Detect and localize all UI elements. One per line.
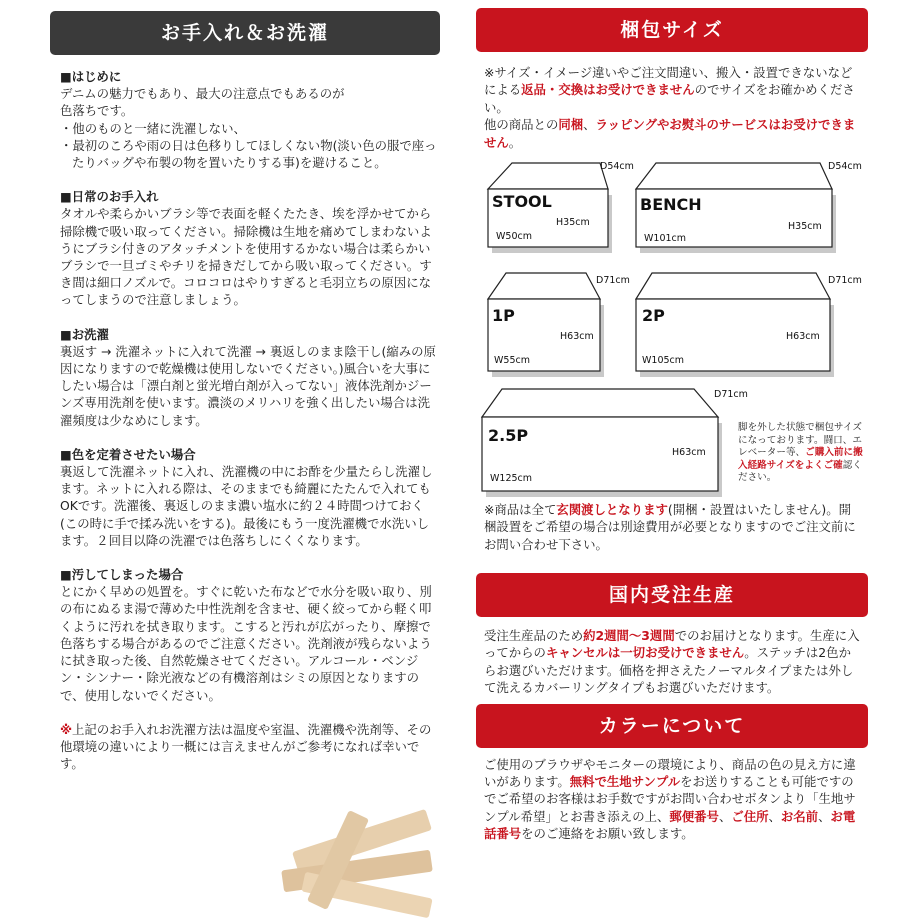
box-1p-depth: D71cm [596,275,630,286]
color-red1: 無料で生地サンプル [569,774,681,790]
washing-body: 裏返す → 洗濯ネットに入れて洗濯 → 裏返しのまま陰干し(縮みの原因になりますので乾燥機は使用しないでください。)風合いを大事にしたい場合は「漂白剤と蛍光増白剤が入ってない」液体洗剤かジーンズ専用洗剤を使います。濃淡のメリハリを強く出したい場合は洗濯頻度は少なめにします。 [60,343,436,428]
box-1p-name: 1P [492,306,515,325]
daily-care-section [60,188,440,308]
box-2p [636,273,862,377]
care-note-body: 上記のお手入れお洗濯方法は温度や室温、洗濯機や洗剤等、その他環境の違いにより一概には言えませんがご参考になれば幸いです。 [60,721,432,772]
packing-note2-c: 。 [508,134,522,150]
intro-heading: ■はじめに [60,69,122,84]
box-stool-name: STOOL [492,192,552,211]
box-1p-width: W55cm [494,355,530,366]
order-red2: キャンセルは一切お受けできません [545,645,745,661]
intro-line-1: デニムの魅力でもあり、最大の注意点でもあるのが [60,86,345,102]
box-bench-depth: D54cm [828,161,862,172]
color-fix-section [60,446,440,549]
color-header: カラーについて [476,704,868,748]
packing-note1-red: 返品・交換はお受けできません [521,82,695,98]
color-red3: ご住所 [731,808,769,824]
color-fix-body: 裏返して洗濯ネットに入れ、洗濯機の中にお酢を少量たらし洗濯します。ネットに入れる際は、そのままでも綺麗にたたんで入れてもOKです。洗濯後、裏返しのまま濃い塩水に約２４時間つけておく(この時に手で揉み洗いをする)。最後にもう一度洗濯機で水洗いします。２回目以降の洗濯では色落ちしにくくなります。 [60,464,433,548]
color-a: ご使用のブラウザやモニターの環境により、商品の色の見え方に違いがあります。 [484,756,856,790]
clothespins-image [272,790,442,920]
intro-bullet-2: ・最初のころや雨の日は色移りしてほしくない物(淡い色の服で座ったりバッグや布製の物を置いたりする事)を避けること。 [60,137,437,171]
color-c: 、 [718,808,732,824]
intro-line-2: 色落ちです。 [60,103,134,119]
stain-body: とにかく早めの処置を。すぐに乾いた布などで水分を吸い取り、別の布にぬるま湯で薄めた中性洗剤を含ませ、硬く絞ってから軽く叩くように汚れを拭き取ります。こすると汚れが広がったり、摩擦で色落ちする場合があるのでご注意ください。洗剤液が残らないように拭き取った後、自然乾燥させてください。アルコール・ベンジン・シンナー・除光液などの有機溶剤はシミの原因となりますので、使用しないでください。 [60,584,432,703]
info-column [476,0,868,843]
packing-note1-b: のでサイズをお確かめください。 [484,82,855,115]
box-2-5p-height: H63cm [672,447,706,458]
color-red2: 郵便番号 [669,808,719,824]
box-bench-name: BENCH [640,195,702,214]
box-2p-width: W105cm [642,355,685,366]
packing-header: 梱包サイズ [476,8,868,52]
color-red4: お名前 [780,808,819,824]
color-f: をのご連絡をお願い致します。 [521,826,694,842]
side-note-b: 認ください。 [738,459,862,484]
intro-section [60,68,440,171]
box-2-5p-width: W125cm [490,473,533,484]
order-body [484,627,860,697]
order-b: でのお届けとなります。生産に入ってからの [484,628,860,661]
daily-care-heading: ■日常のお手入れ [60,189,159,205]
color-e: 、 [818,808,831,824]
box-1p [488,273,630,377]
delivery-note-red: 玄関渡しとなります [556,502,668,517]
box-stool-depth: D54cm [600,161,634,172]
packing-note2-red2: ラッピングやお熨斗のサービスはお受けできません [484,117,856,150]
delivery-note-b: (開梱・設置はいたしません)。開梱設置をご希望の場合は別途費用が必要となりますのでご注文前にお問い合わせ下さい。 [484,502,856,552]
intro-bullet-1: ・他のものと一緒に洗濯しない、 [60,120,246,136]
order-header: 国内受注生産 [476,573,868,617]
packing-note2-red1: 同梱 [558,117,584,133]
box-bench [636,161,862,253]
box-bench-height: H35cm [788,221,822,232]
box-1p-height: H63cm [560,331,594,342]
box-stool-height: H35cm [556,217,590,228]
care-note-mark: ※ [60,721,73,737]
box-2p-name: 2P [642,306,665,325]
color-red5: お電話番号 [484,808,856,842]
washing-heading: ■お洗濯 [60,326,109,342]
side-note-a: 脚を外した状態で梱包サイズになっております。闘口、エレベーター等、 [738,422,862,459]
daily-care-body: タオルや柔らかいブラシ等で表面を軽くたたき、埃を浮かせてから掃除機で吸い取ってください。掃除機は生地を痛めてしまわないようにブラシ付きのアタッチメントを使用するかない場合は柔らかいブラシで一旦ゴミやチリを掃きだしてから吸い取ってください。すき間は細口ノズルで。コロコロはやりすぎると毛羽立ちの原因になってしまうので注意しましょう。 [60,206,432,308]
color-body [484,756,860,843]
box-2p-height: H63cm [786,331,820,342]
order-c: 。ステッチは2色からお選びいただけます。価格を押さえたノーマルタイプまたは外して洗えるカバーリングタイプもお選びいただけます。 [484,645,854,696]
delivery-note-a: ※商品は全て [484,502,557,517]
box-stool-width: W50cm [496,231,532,242]
side-note-red: ご購入前に搬入経路サイズをよくご確 [738,447,863,471]
care-note [60,721,440,773]
packing-notes [484,64,860,159]
box-2-5p-depth: D71cm [714,389,748,400]
color-b: をお送りすることも可能ですのでご希望のお客様はお手数ですがお問い合わせボタンより「生地サンプル希望」とお書き添えの上、 [484,774,856,824]
packing-note2-b: 、 [583,117,596,133]
washing-section [60,326,440,429]
packing-note1-a: ※サイズ・イメージ違いやご注文間違い、搬入・設置できないなどによる [484,65,853,98]
packing-side-note [738,422,866,485]
order-red1: 約2週間〜3週間 [583,628,675,643]
stain-section [60,566,440,704]
box-stool [488,161,634,253]
care-column [50,0,440,772]
order-a: 受注生産品のため [484,628,584,643]
box-2-5p [482,389,748,497]
care-header: お手入れ＆お洗濯 [50,11,440,55]
box-bench-width: W101cm [644,233,687,244]
box-2p-depth: D71cm [828,275,862,286]
box-2-5p-name: 2.5P [488,426,529,445]
stain-heading: ■汚してしまった場合 [60,567,184,583]
packing-note2-a: 他の商品との [484,117,559,133]
color-d: 、 [768,808,781,824]
color-fix-heading: ■色を定着させたい場合 [60,446,196,462]
delivery-note [484,501,860,563]
